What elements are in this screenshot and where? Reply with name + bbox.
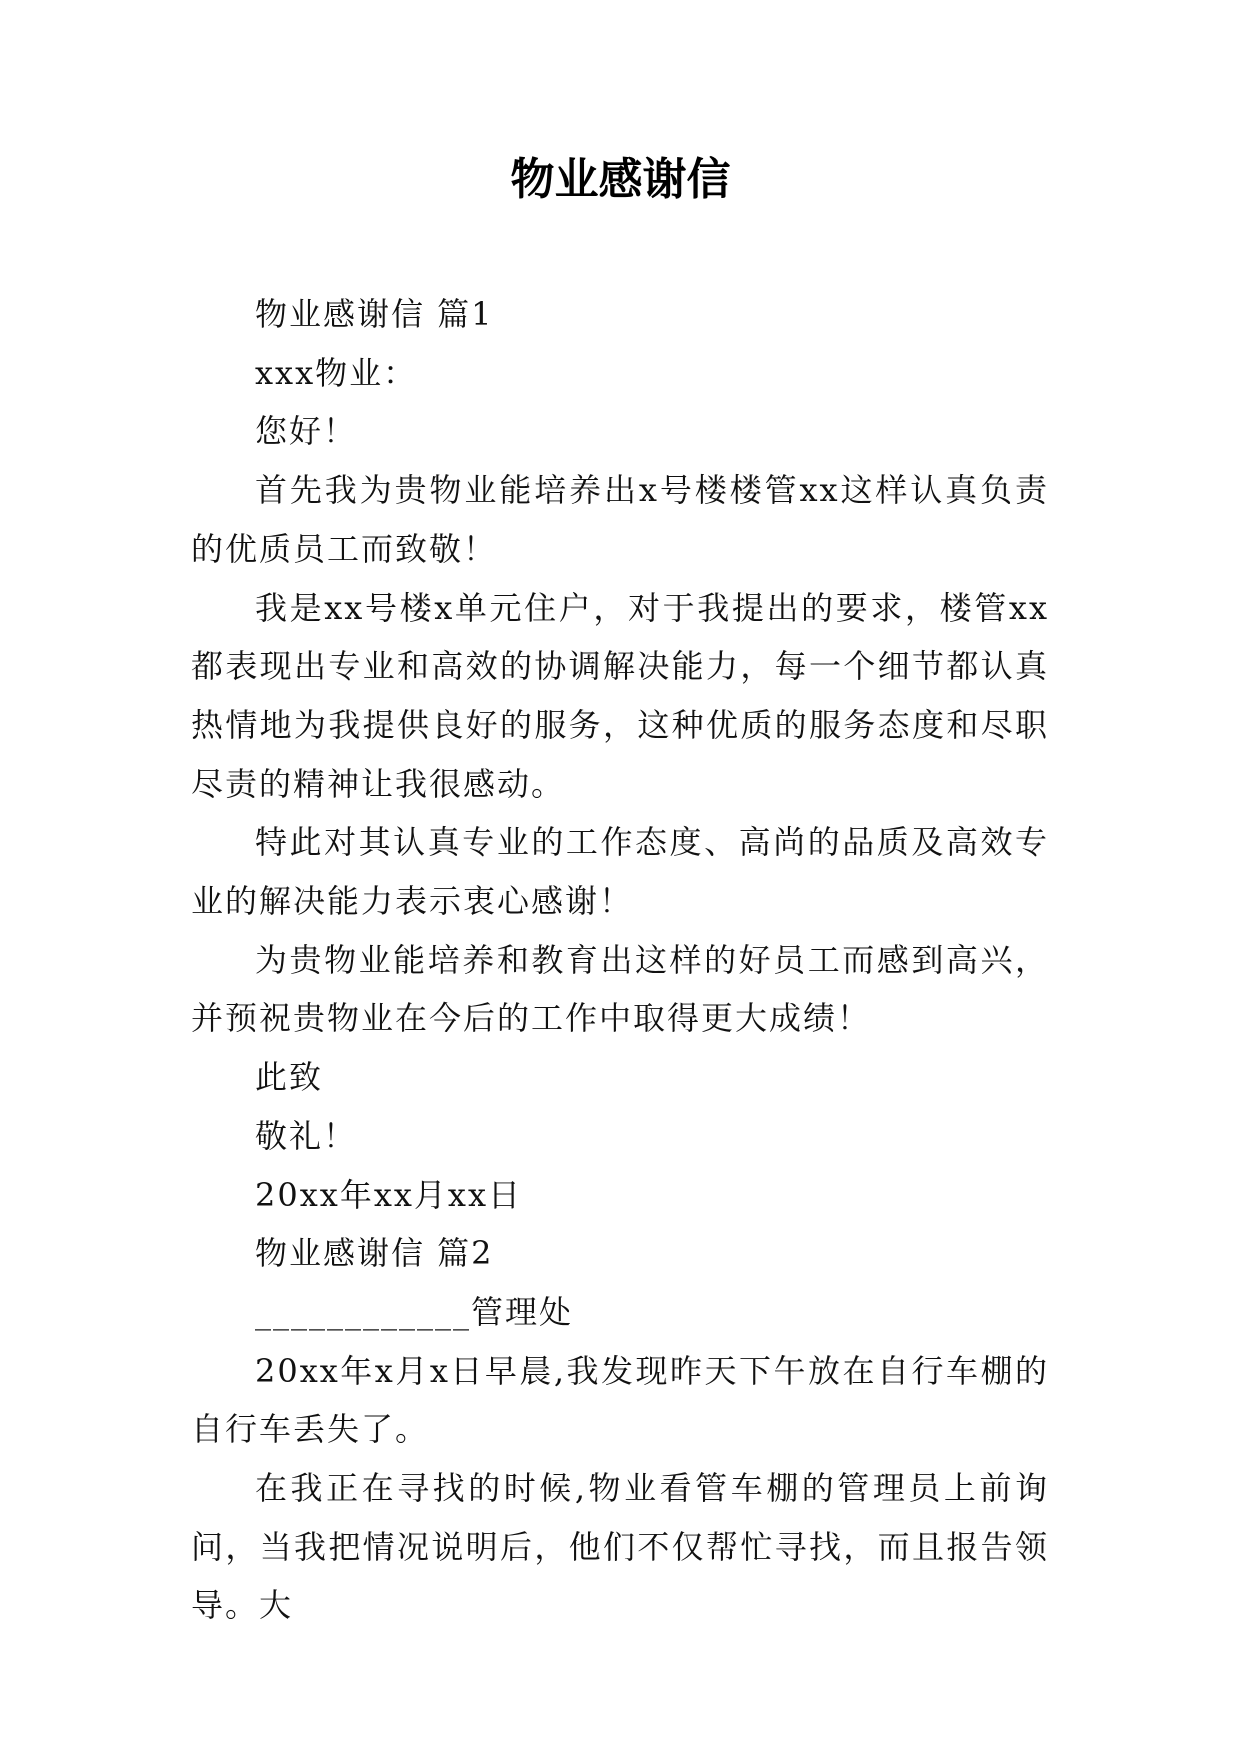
recipient-blank: ____________管理处 bbox=[255, 1292, 574, 1331]
closing-respect: 敬礼！ bbox=[255, 1116, 358, 1155]
body-paragraph: 为贵物业能培养和教育出这样的好员工而感到高兴，并预祝贵物业在今后的工作中取得更大成绩！ bbox=[191, 940, 1049, 1038]
greeting: 您好！ bbox=[255, 412, 358, 451]
section-heading-2: 物业感谢信 篇2 bbox=[255, 1234, 494, 1273]
body-paragraph: 在我正在寻找的时候,物业看管车棚的管理员上前询问，当我把情况说明后，他们不仅帮忙寻找，而且报告领导。大 bbox=[191, 1469, 1049, 1625]
document-title: 物业感谢信 bbox=[510, 154, 731, 205]
body-paragraph: 特此对其认真专业的工作态度、高尚的品质及高效专业的解决能力表示衷心感谢！ bbox=[191, 823, 1049, 921]
section-heading-1: 物业感谢信 篇1 bbox=[255, 295, 494, 333]
salutation-recipient: xxx物业： bbox=[255, 353, 418, 392]
body-paragraph: 我是xx号楼x单元住户，对于我提出的要求，楼管xx都表现出专业和高效的协调解决能力，每一个细节都认真热情地为我提供良好的服务，这种优质的服务态度和尽职尽责的精神让我很感动。 bbox=[191, 588, 1049, 803]
letter-date: 20xx年xx月xx日 bbox=[255, 1175, 523, 1214]
body-paragraph: 首先我为贵物业能培养出x号楼楼管xx这样认真负责的优质员工而致敬！ bbox=[191, 471, 1049, 568]
body-paragraph: 20xx年x月x日早晨,我发现昨天下午放在自行车棚的自行车丢失了。 bbox=[191, 1351, 1049, 1449]
document-body bbox=[191, 285, 1049, 1635]
closing-phrase: 此致 bbox=[255, 1058, 324, 1097]
